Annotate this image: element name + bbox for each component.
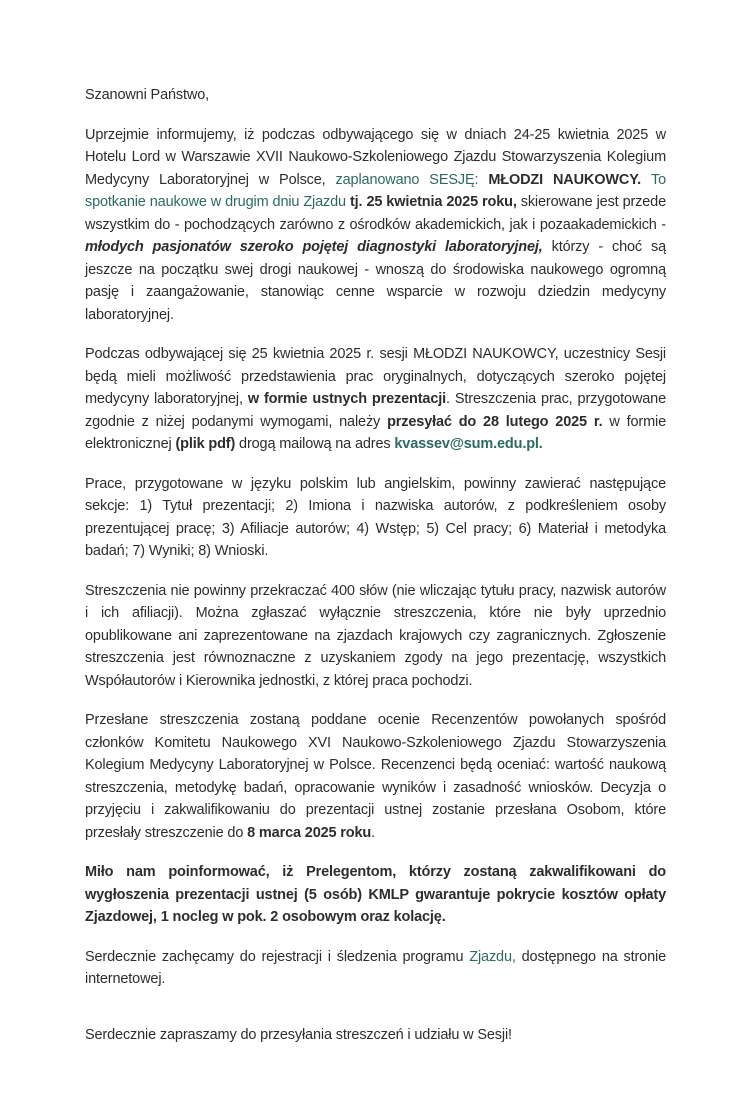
salutation: [85, 84, 666, 107]
oral-presentation-text: w formie ustnych prezentacji: [247, 391, 447, 407]
text-run: Serdecznie zapraszamy do przesyłania streszczeń i udziału w Sesji!: [85, 1026, 512, 1043]
email-link[interactable]: kvassev@sum.edu.pl.: [394, 436, 543, 452]
paragraph-abstract-rules: [85, 580, 666, 693]
paragraph-review-process: [85, 709, 666, 844]
paragraph-submission-info: [85, 343, 666, 456]
paragraph-speaker-benefits: [85, 861, 666, 929]
text-run: Prace, przygotowane w języku polskim lub angielskim, powinny zawierać następujące sekcje: 1) Tytuł prezentacji; 2) Imiona i nazwiska autorów, z podkreśleniem osoby prezentującej pracę; 3) Afiliacje autorów; 4) Wstęp; 5) Cel pracy; 6) Materiał i metodyka badań; 7) Wyniki; 8) Wnioski.: [85, 475, 666, 559]
paragraph-session-announcement: [85, 124, 666, 327]
pdf-file-text: (plik pdf): [175, 436, 236, 452]
text-run: . Streszczenia prac, przygotowane zgodnie z niżej podanymi wymogami, należy: [85, 391, 667, 430]
congress-program-link[interactable]: Zjazdu,: [469, 948, 516, 965]
text-run: Przesłane streszczenia zostaną poddane ocenie Recenzentów powołanych spośród członków Komitetu Naukowego XVI Naukowo-Szkoleniowego Zjazdu Stowarzyszenia Kolegium Medycyny Laboratoryjnej w Polsce. Recenzenci będą oceniać: wartość naukową streszczenia, metodykę badań, opracowanie wyników i zasadność wniosków. Decyzja o przyjęciu i zakwalifikowaniu do prezentacji ustnej zostanie przesłana Osobom, które przesłały streszczenie do: [85, 712, 666, 841]
paragraph-registration-encouragement: [85, 946, 666, 991]
text-run: dostępnego na stronie internetowej.: [85, 948, 666, 987]
session-date-text: tj. 25 kwietnia 2025 roku,: [350, 194, 521, 210]
decision-deadline-text: 8 marca 2025 roku: [247, 824, 372, 841]
text-run: Podczas odbywającej się 25 kwietnia 2025 r. sesji MŁODZI NAUKOWCY, uczestnicy Sesji będą mieli możliwość przedstawienia prac oryginalnych, dotyczących szeroko pojętej medycyny laboratoryjnej,: [85, 346, 666, 407]
text-run: Serdecznie zachęcamy do rejestracji i śledzenia programu: [85, 948, 470, 965]
text-run: skierowane jest przede wszystkim do - pochodzących zarówno z ośrodków akademickich, jak i pozaakademickich -: [85, 194, 667, 233]
session-title-text: MŁODZI NAUKOWCY.: [488, 171, 651, 188]
text-run: .: [371, 824, 376, 841]
accent-text-session-planned: zaplanowano SESJĘ:: [335, 171, 489, 188]
speaker-benefits-text: Miło nam poinformować, iż Prelegentom, którzy zostaną zakwalifikowani do wygłoszenia prezentacji ustnej (5 osób) KMLP gwarantuje pokrycie kosztów opłaty Zjazdowej, 1 nocleg w pok. 2 osobowym oraz kolację.: [85, 864, 666, 925]
text-run: Uprzejmie informujemy, iż podczas odbywającego się w dniach 24-25 kwietnia 2025 w Hotelu Lord w Warszawie XVII Naukowo-Szkoleniowego Zjazdu Stowarzyszenia Kolegium Medycyny Laboratoryjnej w Polsce,: [85, 126, 666, 188]
submission-deadline-text: przesyłać do 28 lutego 2025 r.: [387, 413, 610, 430]
text-run: Szanowni Państwo,: [85, 87, 209, 103]
accent-text-meeting-day: To spotkanie naukowe w drugim dniu Zjazdu: [85, 171, 666, 210]
text-run: którzy - choć są jeszcze na początku swej drogi naukowej - wnoszą do środowiska naukowego ogromną pasję i zaangażowanie, stanowiąc cenne wsparcie w rozwoju dziedzin medycyny laboratoryjnej.: [85, 239, 666, 323]
text-run: drogą mailową na adres: [235, 436, 395, 452]
paragraph-required-sections: [85, 473, 666, 563]
emphasis-young-enthusiasts-text: młodych pasjonatów szeroko pojętej diagnostyki laboratoryjnej,: [85, 239, 552, 255]
text-run: Streszczenia nie powinny przekraczać 400 słów (nie wliczając tytułu pracy, nazwisk autorów i ich afiliacji). Można zgłaszać wyłącznie streszczenia, które nie były uprzednio opublikowane ani zaprezentowane na zjazdach krajowych czy zagranicznych. Zgłoszenie streszczenia jest równoznaczne z uzyskaniem zgody na jego prezentację, wszystkich Współautorów i Kierownika jednostki, z której praca pochodzi.: [85, 582, 666, 689]
closing-invitation: [85, 1024, 666, 1047]
text-run: w formie elektronicznej: [85, 413, 666, 452]
